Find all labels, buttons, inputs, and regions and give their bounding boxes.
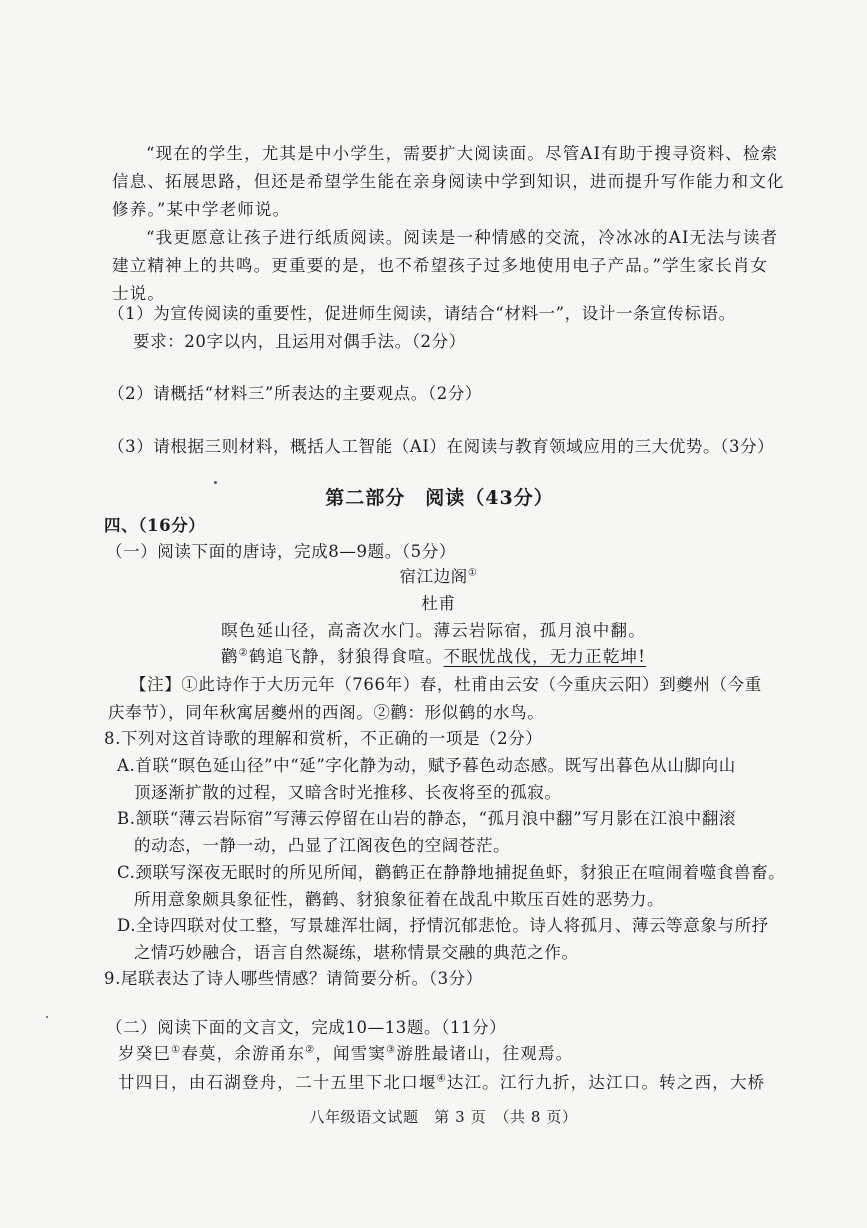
classical-text-1d: 游胜最诸山，往观焉。: [396, 1044, 574, 1063]
page-footer: 八年级语文试题 第 3 页 （共 8 页）: [309, 1108, 578, 1126]
parent-quote-line-3: 士说。: [112, 284, 166, 303]
teacher-quote-line-1: “现在的学生，尤其是中小学生，需要扩大阅读面。尽管AI有助于搜寻资料、检索: [146, 144, 779, 163]
poem-title: [0, 566, 867, 588]
classical-text-2b: 达江。江行九折，达江口。转之西，大桥: [446, 1073, 766, 1092]
poem-note-2: ②: [238, 647, 249, 659]
poem-line-2: [0, 646, 867, 668]
parent-quote-line-2: 建立精神上的共鸣。更重要的是，也不希望孩子过多地使用电子产品。”学生家长肖女: [112, 256, 769, 275]
question-8-stem: 8.下列对这首诗歌的理解和赏析，不正确的一项是（2分）: [104, 729, 543, 748]
question-9: 9.尾联表达了诗人哪些情感？请简要分析。（3分）: [104, 969, 483, 988]
classical-note-4: ④: [436, 1073, 447, 1085]
poem-line-2-a: 鹳: [220, 647, 239, 666]
classical-text-2a: 廿四日，由石湖登舟，二十五里下北口堰: [118, 1073, 437, 1092]
question-2: （2）请概括“材料三”所表达的主要观点。（2分）: [108, 384, 483, 403]
classical-text-line-2: [118, 1072, 765, 1094]
classical-note-3: ③: [386, 1044, 397, 1056]
subsection-2-heading: （二）阅读下面的文言文，完成10—13题。（11分）: [106, 1018, 507, 1037]
classical-note-1: ①: [171, 1044, 182, 1056]
option-a-line-2: 顶逐渐扩散的过程，又暗含时光推移、长夜将至的孤寂。: [134, 783, 562, 802]
scan-speck: [214, 481, 217, 484]
classical-note-2: ②: [305, 1044, 316, 1056]
teacher-quote-line-3: 修养。”某中学老师说。: [112, 200, 291, 219]
option-b-line-1: B.颔联“薄云岩际宿”写薄云停留在山岩的静态，“孤月浪中翻”写月影在江浪中翻滚: [117, 809, 737, 828]
classical-text-1b: 春莫，余游甬东: [181, 1044, 306, 1063]
poem-line-1: 暝色延山径，高斋次水门。薄云岩际宿，孤月浪中翻。: [221, 621, 646, 640]
option-c-line-2: 所用意象颇具象征性，鹳鹤、豺狼象征着在战乱中欺压百姓的恶势力。: [134, 890, 665, 909]
option-a-line-1: A.首联“暝色延山径”中“延”字化静为动，赋予暮色动态感。既写出暮色从山脚向山: [117, 756, 736, 775]
subsection-1-heading: （一）阅读下面的唐诗，完成8—9题。（5分）: [106, 542, 456, 561]
option-b-line-2: 的动态，一静一动，凸显了江阁夜色的空阔苍茫。: [134, 836, 511, 855]
teacher-quote-line-2: 信息、拓展思路，但还是希望学生能在亲身阅读中学到知识，进而提升写作能力和文化: [112, 172, 785, 191]
poem-title-text: 宿江边阁: [399, 567, 468, 586]
question-3: （3）请根据三则材料，概括人工智能（AI）在阅读与教育领域应用的三大优势。（3分）: [108, 437, 775, 456]
poem-line-2-b: 鹤追飞静，豺狼得食喧。: [248, 647, 444, 666]
poem-title-note: ①: [467, 567, 478, 579]
part2-title: 第二部分 阅读（43分）: [325, 487, 554, 509]
option-c-line-1: C.颈联写深夜无眠时的所见所闻，鹳鹤正在静静地捕捉鱼虾，豺狼正在喧闹着噬食兽畜。: [117, 863, 786, 882]
option-d-line-1: D.全诗四联对仗工整，写景雄浑壮阔，抒情沉郁悲怆。诗人将孤月、薄云等意象与所抒: [117, 916, 769, 935]
question-1: （1）为宣传阅读的重要性，促进师生阅读，请结合“材料一”，设计一条宣传标语。: [108, 304, 736, 323]
annotation-line-2: 庆奉节），同年秋寓居夔州的西阁。②鹳：形似鹤的水鸟。: [108, 703, 545, 722]
classical-text-1a: 岁癸巳: [118, 1044, 172, 1063]
poem-author: 杜甫: [421, 594, 456, 613]
annotation-line-1: 【注】①此诗作于大历元年（766年）春，杜甫由云安（今重庆云阳）到夔州（今重: [130, 675, 762, 694]
scan-speck: [46, 1016, 48, 1018]
classical-text-1c: ，闻雪窦: [315, 1044, 387, 1063]
question-1-requirement: 要求：20字以内，且运用对偶手法。（2分）: [133, 332, 466, 351]
poem-line-2-underlined: 不眠忧战伐，无力正乾坤!: [443, 647, 647, 666]
section-4-heading: 四、（16分）: [104, 516, 206, 535]
option-d-line-2: 之情巧妙融合，语言自然凝练，堪称情景交融的典范之作。: [134, 943, 579, 962]
parent-quote-line-1: “我更愿意让孩子进行纸质阅读。阅读是一种情感的交流，冷冰冰的AI无法与读者: [146, 228, 779, 247]
classical-text-line-1: [118, 1043, 573, 1065]
